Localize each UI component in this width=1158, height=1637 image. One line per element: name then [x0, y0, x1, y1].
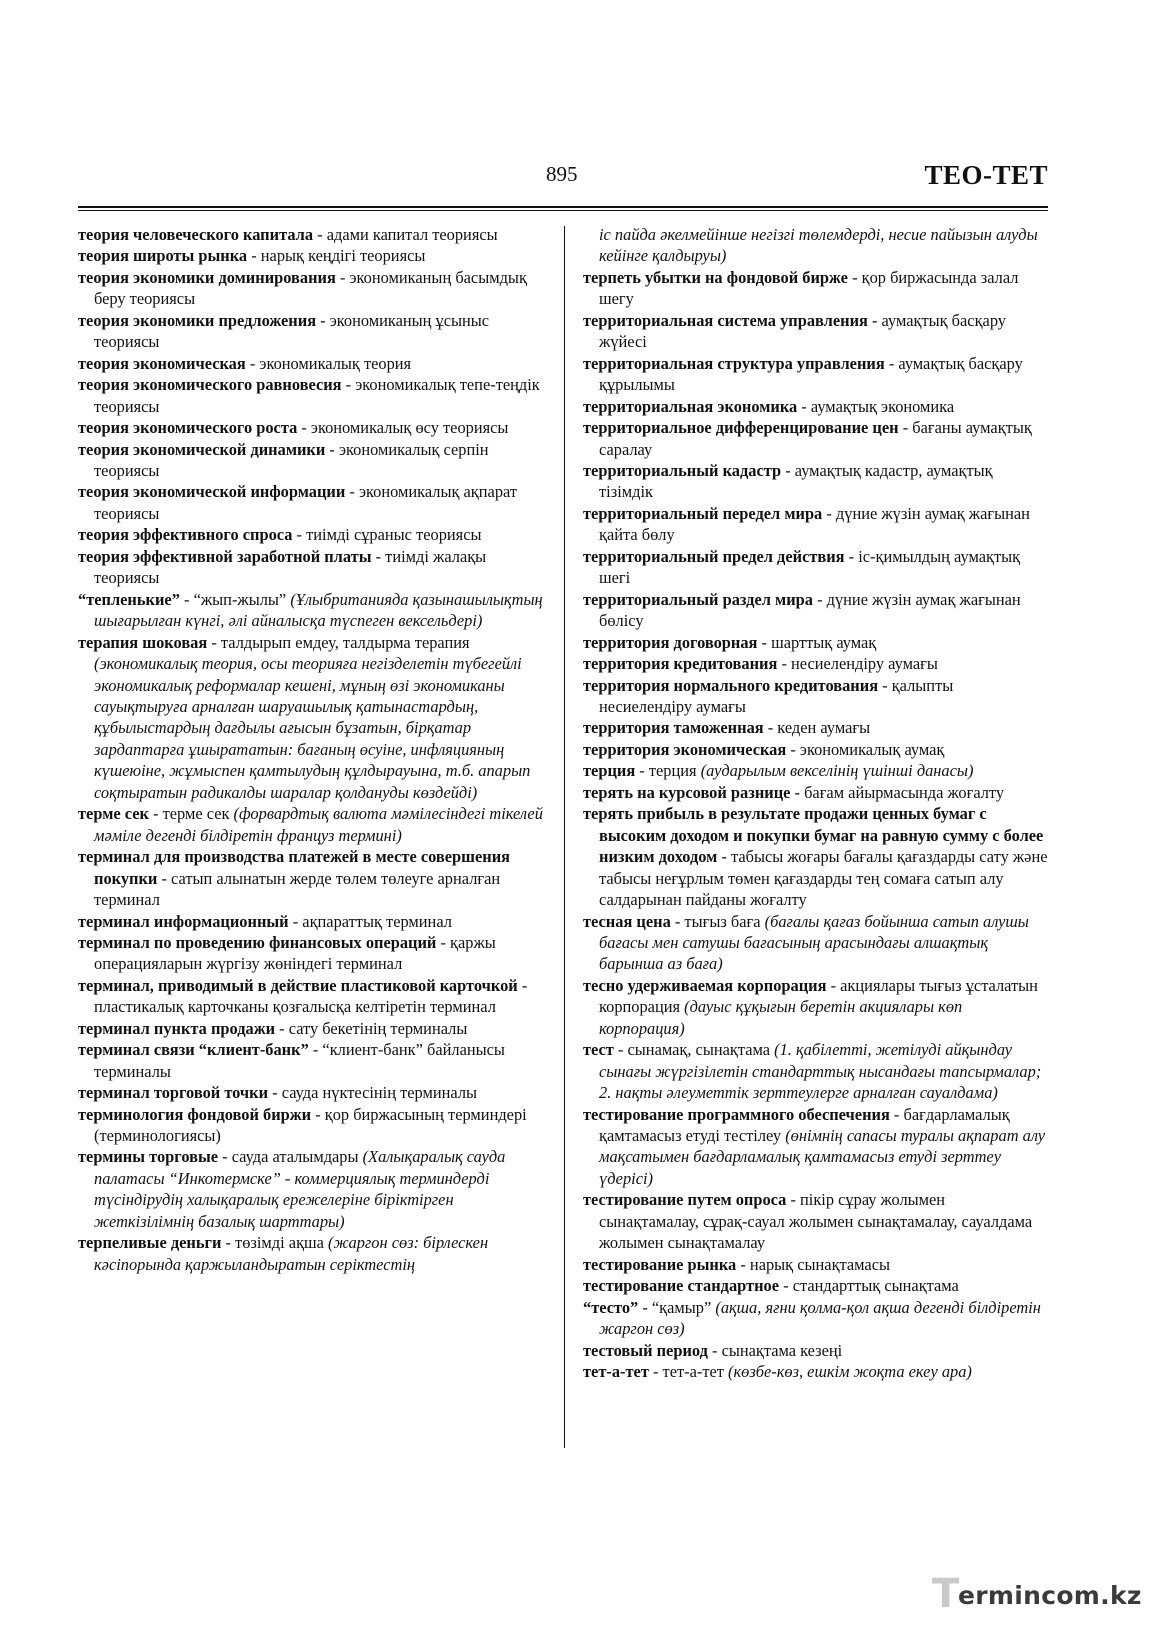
dictionary-entry	[78, 632, 544, 804]
entry-definition: экономиканың ұсыныс теориясы	[94, 310, 490, 352]
entry-term: “тесто”	[583, 1297, 639, 1317]
entry-term: терминал связи “клиент-банк”	[78, 1040, 309, 1060]
dictionary-entry	[583, 1275, 1049, 1296]
entry-term: теория экономической информации	[78, 482, 346, 502]
entry-definition: тиімді жалақы теориясы	[94, 546, 487, 588]
dictionary-entry	[78, 932, 544, 975]
entry-note: (экономикалық теория, осы теорияға негізделетін түбегейлі экономикалық реформалар кешені, мұның өзі экономиканы сауықтыруға арналған шаруашылық қатынастардың, құбылыстардың дағдылы ағысын бұзатын, бірқатар зардаптарға ұшырататын: бағаның өсуіне, инфляцияның күшеюіне, жұмыспен қамтылудың құлдырауына, т.б. апарып соқтыратын радикалды шаралар қолдануды көздейді)	[94, 654, 531, 802]
entry-separator: -	[822, 503, 836, 523]
logo-text: ermincom.kz	[958, 1581, 1142, 1610]
entry-note: (дауыс құқығын беретін акциялары көп корпорация)	[599, 997, 963, 1038]
entry-term: территориальная экономика	[583, 396, 798, 416]
entry-separator: -	[635, 761, 649, 781]
entry-term: тестовый период	[583, 1340, 708, 1360]
entry-definition: төзімді ақша	[235, 1233, 329, 1253]
entry-separator: -	[786, 739, 800, 759]
entry-separator: -	[371, 546, 386, 566]
dictionary-entry	[78, 589, 544, 632]
entry-term: территориальное дифференцирование цен	[583, 418, 899, 438]
entry-separator: -	[292, 525, 307, 545]
entry-definition: қор биржасының терминдері (терминологиясы)	[94, 1104, 527, 1146]
dictionary-entry	[583, 739, 1049, 760]
dictionary-entry	[78, 1232, 544, 1275]
dictionary-entry	[78, 1082, 544, 1103]
entry-definition: бағаны аумақтық саралау	[599, 418, 1032, 459]
page-number: 895	[546, 162, 578, 186]
entry-definition: экономикалық теория	[259, 353, 412, 373]
entry-term: территория экономическая	[583, 739, 787, 759]
entry-note: (өнімнің сапасы туралы ақпарат алу мақсатымен бағдарламалық қамтамасыз етуді зерттеу үдерісі)	[599, 1126, 1046, 1188]
dictionary-entry	[583, 1361, 1049, 1382]
dictionary-entry	[78, 846, 544, 910]
entry-separator: -	[179, 589, 194, 609]
dictionary-entry	[583, 975, 1049, 1039]
entry-definition: табысы жоғары бағалы қағаздарды сату және табысы неғұрлым төмен қағаздарды тең сомаға сатып алу салдарынан пайданы жоғалту	[599, 847, 1048, 910]
dictionary-entry	[78, 353, 544, 374]
header-rule-thin	[78, 210, 1048, 211]
dictionary-entry	[583, 589, 1049, 632]
entry-term: теория экономики доминирования	[78, 267, 336, 287]
dictionary-entry	[583, 675, 1049, 718]
entry-separator: -	[790, 782, 805, 802]
entry-definition: экономикалық аумақ	[799, 739, 945, 759]
entry-separator: -	[648, 1362, 663, 1382]
entry-separator: -	[781, 460, 795, 480]
entry-definition: қалыпты несиелендіру аумағы	[599, 675, 954, 716]
dictionary-entry	[78, 546, 544, 589]
entry-definition: акциялары тығыз ұсталатын корпорация	[599, 975, 1038, 1017]
entry-separator: -	[779, 1276, 793, 1296]
entry-separator: -	[313, 225, 327, 244]
entry-term: “тепленькие”	[78, 589, 180, 609]
entry-definition: ақпараттық терминал	[302, 911, 452, 931]
entry-separator: -	[221, 1233, 236, 1253]
entry-definition: дүние жүзін аумақ жағынан қайта бөлу	[599, 503, 1030, 545]
entry-definition: сауда аталымдары	[231, 1147, 363, 1167]
entry-term: территориальная система управления	[583, 310, 868, 330]
entry-term: теория экономического роста	[78, 418, 298, 438]
entry-separator: -	[707, 1340, 722, 1360]
entry-term: терминал торговой точки	[78, 1083, 269, 1103]
dictionary-entry	[583, 653, 1049, 674]
entry-separator: -	[844, 546, 859, 566]
entry-separator: -	[878, 675, 892, 695]
dictionary-entry	[583, 353, 1049, 396]
entry-separator: -	[207, 632, 221, 652]
entry-definition: кеден аумағы	[777, 718, 871, 738]
entry-term: теория эффективного спроса	[78, 525, 293, 545]
entry-definition: сату бекетінің терминалы	[288, 1018, 468, 1038]
entry-term: тестирование программного обеспечения	[583, 1104, 890, 1124]
entry-separator: -	[786, 1190, 801, 1210]
dictionary-entry	[78, 803, 544, 846]
entry-separator: -	[218, 1147, 232, 1167]
entry-term: терять на курсовой разнице	[583, 782, 791, 802]
entry-separator: -	[335, 267, 350, 287]
dictionary-entry	[583, 803, 1049, 910]
entry-term: территориальный предел действия	[583, 546, 845, 566]
entry-separator: -	[157, 868, 172, 888]
dictionary-entry	[78, 481, 544, 524]
entry-note: (жаргон сөз: бірлескен кәсіпорында қаржыландыратын серіктестің	[94, 1233, 489, 1274]
dictionary-entry	[78, 1104, 544, 1147]
entry-term: тест	[583, 1040, 614, 1060]
entry-note: (1. қабілетті, жетілуді айқындау сынағы жүргізілетін стандарттық нысандағы тапсырмалар; 2. нақты әлеуметтік зерттеулерге арналған сауалдама)	[599, 1040, 1042, 1103]
entry-separator: -	[517, 975, 528, 995]
dictionary-entry	[583, 717, 1049, 738]
dictionary-entry	[78, 310, 544, 353]
dictionary-entry	[583, 310, 1049, 353]
entry-term: терме сек	[78, 804, 149, 824]
entry-separator: -	[777, 654, 791, 674]
entry-separator: -	[268, 1083, 282, 1103]
entry-definition: экономиканың басымдық беру теориясы	[94, 267, 527, 309]
entry-note: (форвардтық валюта мәмілесіндегі тікелей мәміле дегенді білдіретін француз термині)	[94, 804, 543, 845]
entry-separator: -	[638, 1297, 652, 1317]
entry-term: терять прибыль в результате продажи ценных бумаг с высоким доходом и покупки бумаг на равную сумму с более низким доходом	[583, 804, 1044, 867]
entry-term: территориальный кадастр	[583, 460, 782, 480]
header-rule-thick	[78, 206, 1048, 208]
entry-definition: іс-қимылдың аумақтық шегі	[599, 546, 1021, 588]
entry-definition: экономикалық өсу теориясы	[310, 418, 509, 438]
entry-definition: “қамыр”	[651, 1297, 716, 1317]
entry-separator: -	[613, 1040, 628, 1060]
entry-separator: -	[717, 847, 731, 867]
entry-separator: -	[797, 396, 811, 416]
dictionary-entry	[78, 245, 544, 266]
entry-separator: -	[670, 911, 685, 931]
entry-definition: сатып алынатын жерде төлем төлеуге арналған терминал	[94, 868, 501, 910]
entry-term: территориальный передел мира	[583, 503, 823, 523]
entry-term: терапия шоковая	[78, 632, 208, 652]
entry-separator: -	[812, 589, 827, 609]
dictionary-entry	[583, 1340, 1049, 1361]
entry-term: теория эффективной заработной платы	[78, 546, 372, 566]
dictionary-entry	[583, 1297, 1049, 1340]
entry-definition: сынамақ, сынақтама	[627, 1040, 775, 1060]
entry-term: терминал пункта продажи	[78, 1018, 276, 1038]
entry-term: термины торговые	[78, 1147, 219, 1167]
entry-note: (Халықаралық сауда палатасы “Инкотермске” - коммерциялық терминдерді түсіндірудің халықаралық ережелеріне біріктірген жеткізілімнің базалық шарттары)	[94, 1147, 506, 1231]
entry-term: терминал, приводимый в действие пластиковой карточкой	[78, 975, 518, 995]
entry-definition: терция	[648, 761, 701, 781]
entry-definition: сауда нүктесінің терминалы	[281, 1083, 478, 1103]
entry-separator: -	[826, 975, 841, 995]
entry-term: терминал по проведению финансовых операций	[78, 932, 437, 952]
dictionary-entry	[583, 760, 1049, 781]
entry-separator: -	[275, 1018, 289, 1038]
dictionary-entry	[78, 417, 544, 438]
entry-definition: адами капитал теориясы	[326, 225, 498, 244]
entry-definition: экономикалық ақпарат теориясы	[94, 482, 518, 523]
entry-separator: -	[436, 932, 451, 952]
entry-note: (Ұлыбританияда қазынашылықтың шығарылған күнгі, әлі айналысқа түспеген вексельдері)	[94, 589, 543, 631]
logo-letter: T	[932, 1571, 960, 1617]
entry-definition: несиелендіру аумағы	[791, 654, 938, 674]
entry-term: территория таможенная	[583, 718, 764, 738]
entry-definition: бағдарламалық қамтамасыз етуді тестілеу	[599, 1104, 1010, 1146]
entry-term: тесно удерживаемая корпорация	[583, 975, 827, 995]
dictionary-entry	[583, 224, 1049, 267]
dictionary-entry	[78, 439, 544, 482]
entry-definition: тығыз баға	[684, 911, 765, 931]
entry-separator: -	[308, 1040, 323, 1060]
dictionary-entry	[583, 546, 1049, 589]
entry-term: терминал информационный	[78, 911, 289, 931]
entry-term: терминология фондовой биржи	[78, 1104, 312, 1124]
entry-separator: -	[847, 267, 862, 287]
dictionary-entry	[583, 1254, 1049, 1275]
dictionary-entry	[583, 417, 1049, 460]
entry-definition: сынақтама кезеңі	[721, 1340, 843, 1360]
entry-separator: -	[341, 375, 356, 395]
entry-term: территория кредитования	[583, 654, 778, 674]
termincom-logo	[932, 1571, 1142, 1617]
entry-separator: -	[311, 1104, 325, 1124]
entry-term: территория нормального кредитования	[583, 675, 879, 695]
entry-separator: -	[757, 632, 772, 652]
dictionary-entry	[583, 1039, 1049, 1103]
entry-term: терминал для производства платежей в месте совершения покупки	[78, 847, 511, 888]
entry-term: теория человеческого капитала	[78, 225, 314, 244]
dictionary-entry	[78, 975, 544, 1018]
entry-definition: “клиент-банк” байланысы терминалы	[94, 1040, 505, 1081]
dictionary-entry	[583, 267, 1049, 310]
entry-term: теория широты рынка	[78, 246, 248, 266]
dictionary-entry	[583, 396, 1049, 417]
entry-term: теория экономического равновесия	[78, 375, 342, 395]
dictionary-entry	[583, 782, 1049, 803]
entry-term: теория экономическая	[78, 353, 246, 373]
running-title: ТЕО-ТЕТ	[924, 160, 1048, 190]
entry-separator: -	[247, 246, 261, 266]
entry-definition: дүние жүзін аумақ жағынан бөлісу	[599, 589, 1021, 631]
entry-note: (бағалы қағаз бойынша сатып алушы бағасы мен сатушы бағасының арасындағы алшақтық барынша аз баға)	[599, 911, 1029, 974]
entry-term: терция	[583, 761, 636, 781]
entry-definition: аумақтық басқару жүйесі	[599, 310, 1006, 352]
dictionary-entry	[583, 460, 1049, 503]
dictionary-entry	[78, 911, 544, 932]
entry-definition: аумақтық экономика	[810, 396, 955, 416]
entry-separator: -	[345, 482, 359, 502]
entry-separator: -	[297, 418, 311, 438]
entry-term: терпеть убытки на фондовой бирже	[583, 267, 848, 287]
entry-definition: пікір сұрау жолымен сынақтамалау, сұрақ-сауал жолымен сынақтамалау, сауалдама жолымен сынақтамалау	[599, 1190, 1033, 1253]
entry-definition: қаржы операцияларын жүргізу жөніндегі терминал	[94, 932, 496, 974]
left-column	[78, 224, 544, 1275]
entry-term: тестирование стандартное	[583, 1276, 780, 1296]
dictionary-entry	[583, 503, 1049, 546]
entry-term: теория экономики предложения	[78, 310, 317, 330]
entry-separator: -	[889, 1104, 904, 1124]
entry-term: территориальный раздел мира	[583, 589, 813, 609]
dictionary-entry	[583, 911, 1049, 975]
entry-note: (ақша, яғни қолма-қол ақша дегенді білдіретін жаргон сөз)	[599, 1297, 1041, 1339]
dictionary-entry	[78, 524, 544, 545]
entry-definition: бағам айырмасында жоғалту	[804, 782, 1005, 802]
entry-term: теория экономической динамики	[78, 439, 326, 459]
dictionary-entry	[78, 1018, 544, 1039]
dictionary-entry	[78, 224, 544, 245]
column-divider	[564, 226, 565, 1448]
entry-definition: терме сек	[162, 804, 234, 824]
entry-separator: -	[867, 310, 882, 330]
entry-term: территория договорная	[583, 632, 758, 652]
entry-separator: -	[763, 718, 778, 738]
entry-definition: пластикалық карточканы қозғалысқа келтіретін терминал	[94, 997, 496, 1017]
entry-note: (көзбе-көз, ешкім жоқта екеу ара)	[728, 1362, 972, 1382]
entry-separator: -	[288, 911, 303, 931]
entry-definition: нарық сынақтамасы	[749, 1254, 890, 1274]
entry-definition: экономикалық тепе-теңдік теориясы	[94, 375, 540, 416]
entry-term: тесная цена	[583, 911, 671, 931]
entry-separator: -	[148, 804, 163, 824]
dictionary-entry	[78, 267, 544, 310]
dictionary-entry	[583, 1189, 1049, 1253]
entry-definition: нарық кеңдігі теориясы	[260, 246, 426, 266]
entry-note: (аударылым вексeлінің үшінші данасы)	[700, 761, 974, 781]
dictionary-entry	[78, 1146, 544, 1232]
dictionary-entry	[78, 1039, 544, 1082]
entry-separator: -	[736, 1254, 750, 1274]
dictionary-entry	[78, 374, 544, 417]
entry-definition: стандарттық сынақтама	[792, 1276, 959, 1296]
entry-term: тет-а-тет	[583, 1362, 649, 1382]
entry-definition: шарттық аумақ	[771, 632, 877, 652]
entry-definition: аумақтық басқару құрылымы	[599, 353, 1023, 395]
entry-separator: -	[884, 353, 899, 373]
entry-definition: аумақтық кадастр, аумақтық тізімдік	[599, 460, 993, 502]
entry-separator: -	[316, 310, 330, 330]
dictionary-entry	[583, 1104, 1049, 1190]
entry-term: терпеливые деньги	[78, 1233, 222, 1253]
right-column	[583, 224, 1049, 1382]
entry-term: тестирование путем опроса	[583, 1190, 787, 1210]
entry-separator: -	[245, 353, 260, 373]
entry-definition: “жып-жылы”	[193, 589, 291, 609]
entry-definition: талдырып емдеу, талдырма терапия	[220, 632, 470, 652]
entry-definition: тет-а-тет	[662, 1362, 729, 1382]
entry-separator: -	[898, 418, 913, 438]
entry-note: іс пайда әкелмейінше негізгі төлемдерді, несие пайызын алуды кейінге қалдыруы)	[599, 225, 1038, 266]
entry-term: тестирование рынка	[583, 1254, 737, 1274]
entry-definition: экономикалық серпін теориясы	[94, 439, 489, 480]
dictionary-entry	[583, 632, 1049, 653]
entry-separator: -	[325, 439, 339, 459]
entry-definition: қор биржасында залал шегу	[599, 267, 1019, 309]
entry-definition: тиімді сұраныс теориясы	[306, 525, 482, 545]
entry-term: территориальная структура управления	[583, 353, 885, 373]
